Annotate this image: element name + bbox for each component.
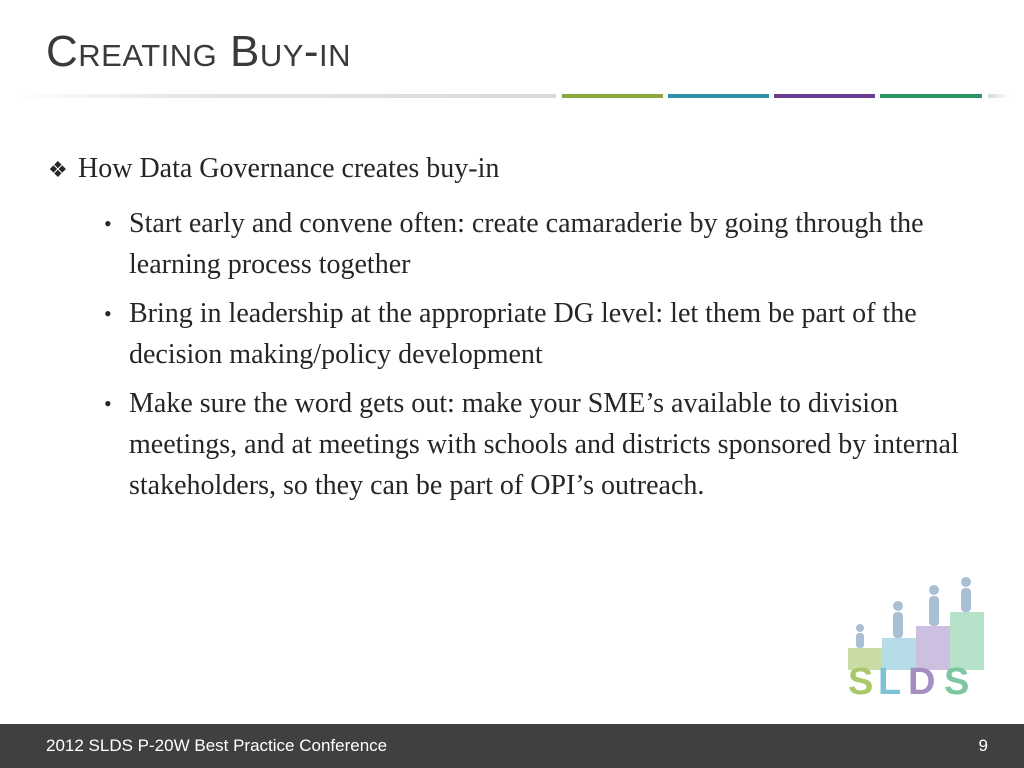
- bullet-dot-icon: •: [104, 211, 112, 236]
- bullet-item: [104, 383, 988, 506]
- bullet-dot-icon: •: [104, 301, 112, 326]
- level1-text: How Data Governance creates buy-in: [78, 153, 500, 184]
- logo-letter-s: S: [848, 661, 874, 698]
- page-number: 9: [978, 736, 988, 755]
- diamond-bullet-icon: ❖: [48, 157, 68, 182]
- title-rule-purple: [774, 94, 875, 98]
- footer-bar: [0, 724, 1024, 768]
- level1-item: [48, 150, 988, 189]
- logo-letter-d: D: [908, 661, 936, 698]
- slide-title: Creating Buy-in: [46, 27, 352, 76]
- bullet-text: Start early and convene often: create camaraderie by going through the learning process together: [129, 208, 924, 280]
- bullet-item: [104, 203, 988, 285]
- bullet-text: Bring in leadership at the appropriate DG level: let them be part of the decision making/policy development: [129, 298, 917, 370]
- logo-letter-s2: S: [944, 661, 970, 698]
- bullet-item: [104, 293, 988, 375]
- bullet-text: Make sure the word gets out: make your SME’s available to division meetings, and at meetings with schools and districts sponsored by internal stakeholders, so they can be part of OPI’s outreach.: [129, 388, 959, 501]
- footer-conference-text: 2012 SLDS P-20W Best Practice Conference: [46, 736, 388, 755]
- logo-letter-l: L: [878, 661, 902, 698]
- title-rule-teal: [668, 94, 769, 98]
- slds-logo: [846, 576, 986, 698]
- bullet-list: [48, 203, 988, 506]
- slide-body: [48, 150, 988, 514]
- title-rule-gray: [14, 94, 556, 98]
- bullet-dot-icon: •: [104, 391, 112, 416]
- title-rule-end: [988, 94, 1010, 98]
- title-rule-green: [562, 94, 663, 98]
- title-rule-dark-green: [880, 94, 982, 98]
